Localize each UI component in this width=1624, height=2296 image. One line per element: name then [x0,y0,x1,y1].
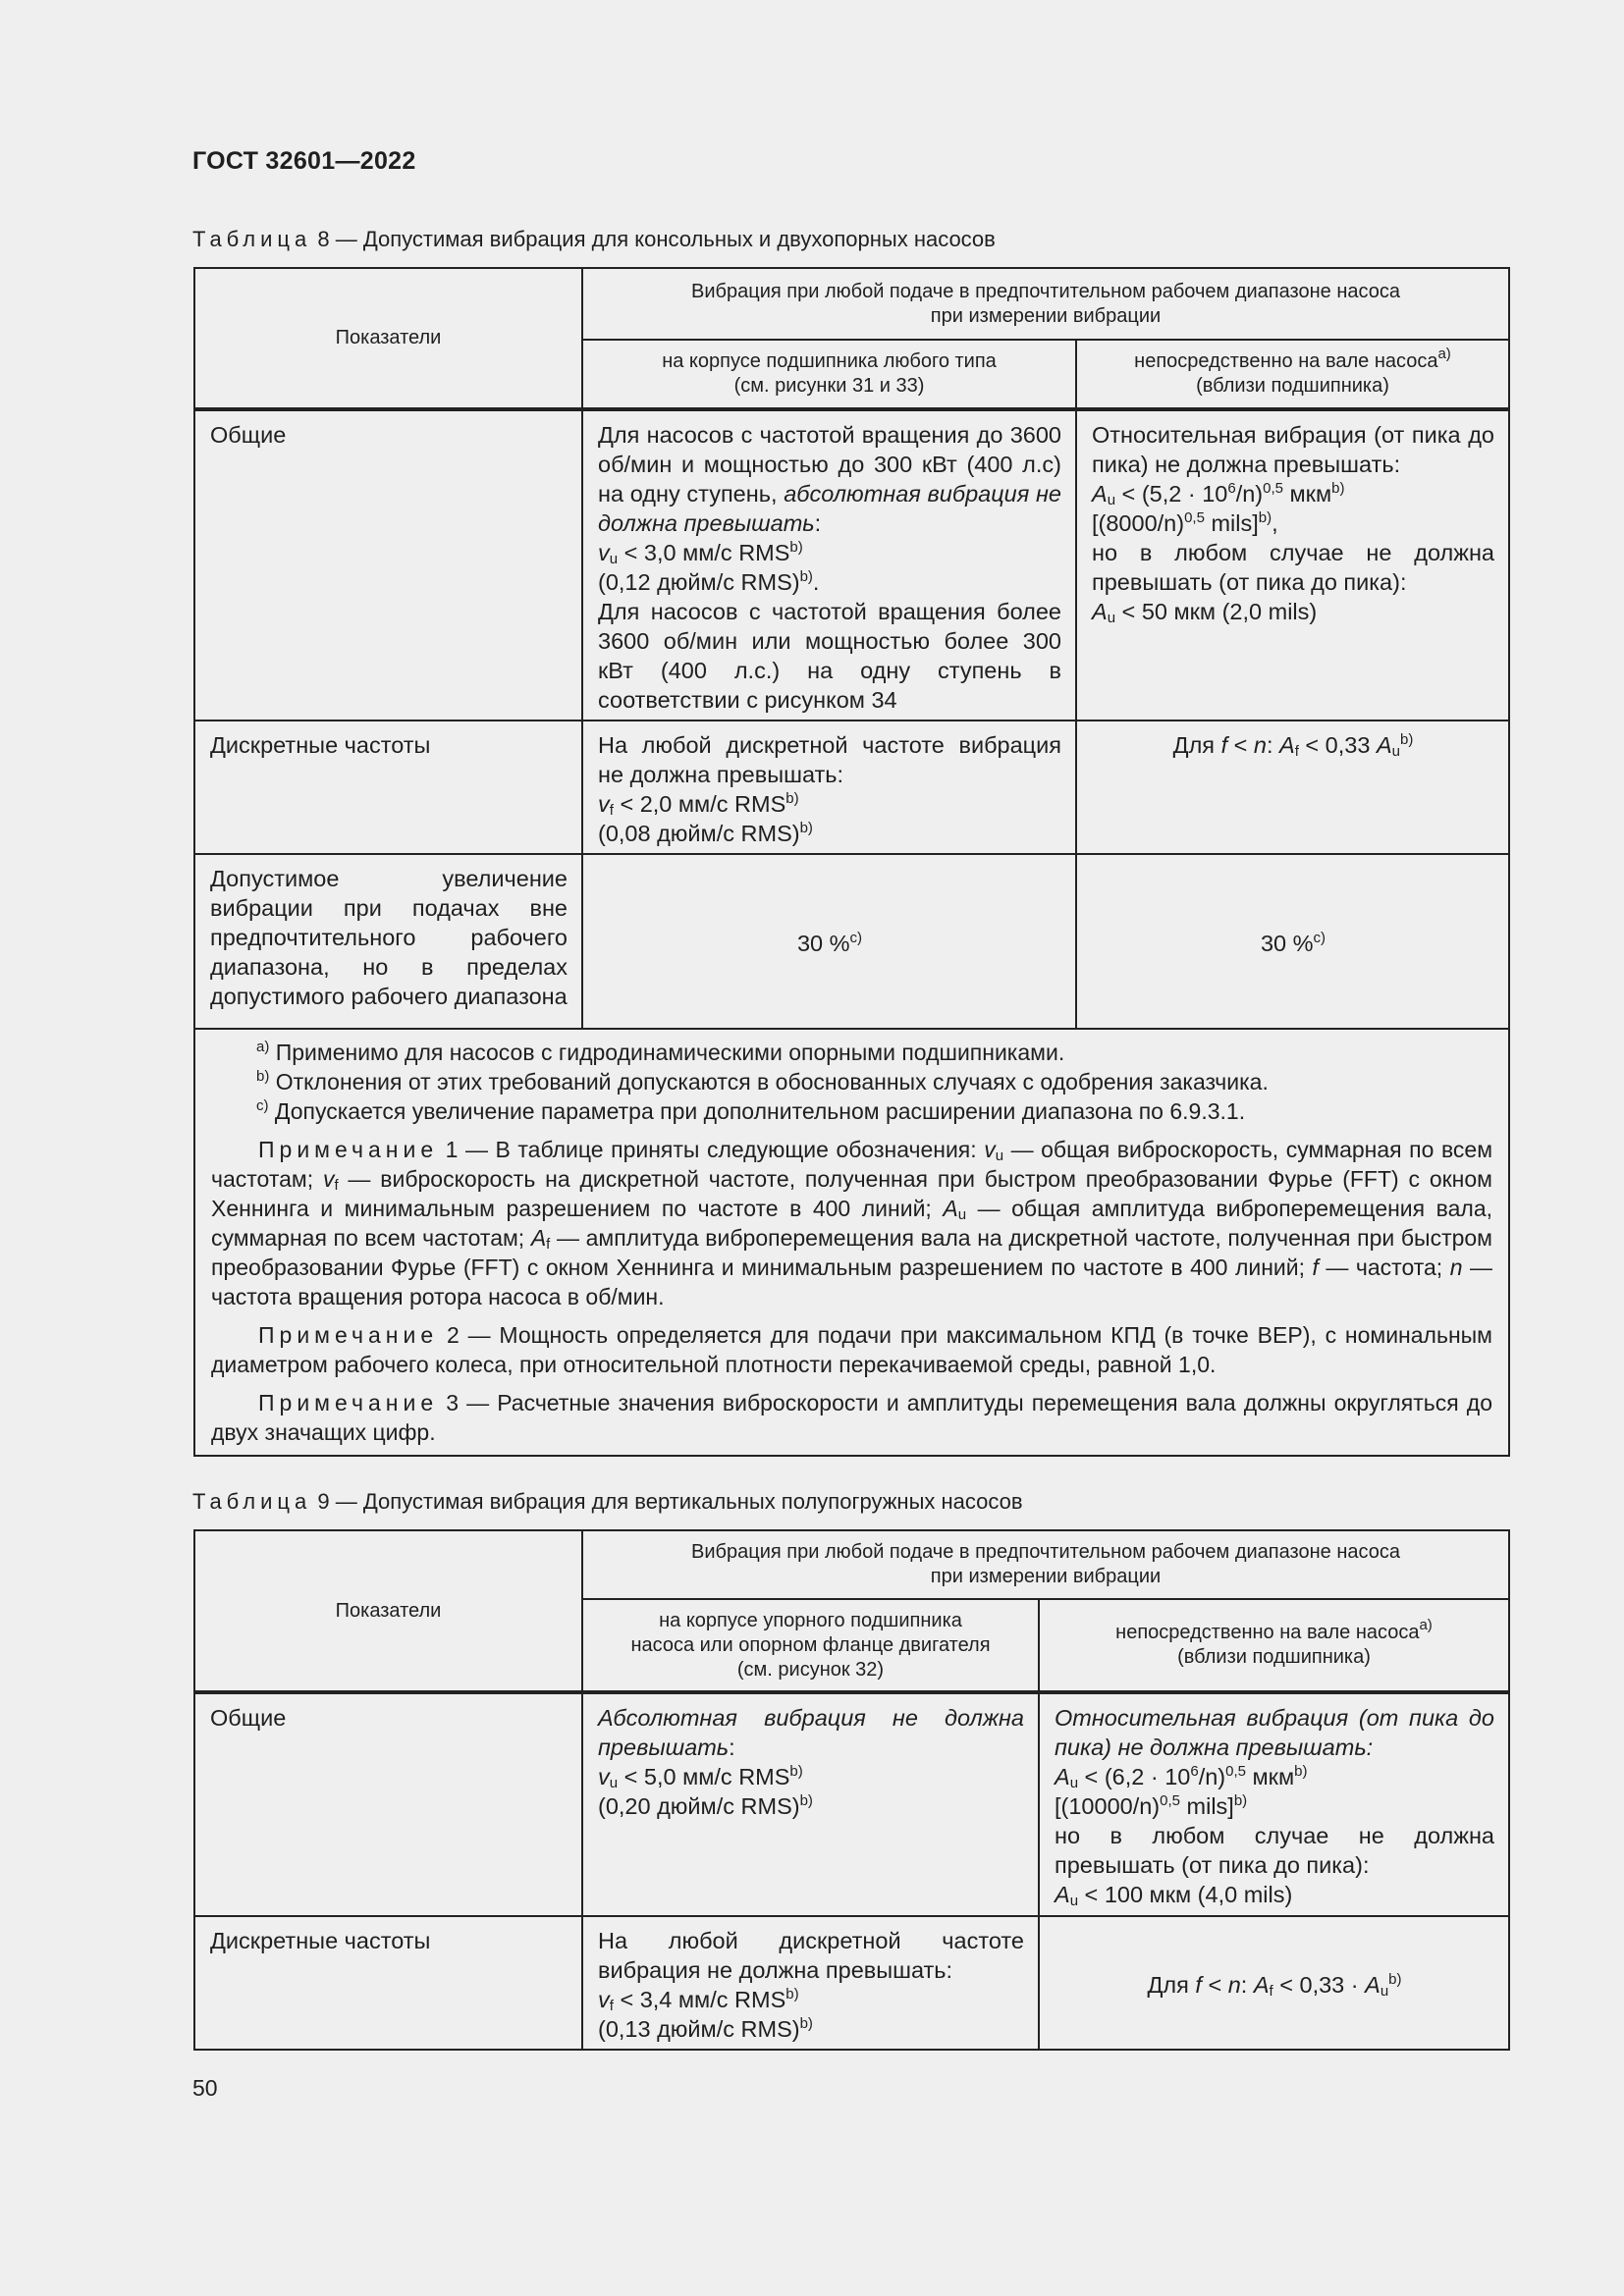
table8-row-discrete-shaft: Для f < n: $A_f < 0,33$ $A_u^{b)}$ [1076,721,1509,854]
table9-row-general-shaft: Относительная вибрация (от пика до пика) не должна превышать: $A_u < (6,2 \cdot 10^6/n)^{0,5}$ мкм$^{b)}$ [$(10000/n)^{0,5}$ mils]$^{b)}$ но в любом случае не должна превышать (от пика до пика): $A_u < 100$ мкм (4,0 mils) [1039,1692,1509,1916]
table9-row-discrete-housing: На любой дискретной частоте вибрация не должна превышать: $v_f < 3,4$ мм/с RMS$^{b)}$ (0,13 дюйм/с RMS)$^{b)}$ [582,1916,1039,2050]
table8-row-general-label: Общие [194,409,582,721]
table8-header-col2: непосредственно на вале насоса$^{a)}$ (вблизи подшипника) [1076,340,1509,409]
table9-header-col1: на корпусе упорного подшипника насоса или опорном фланце двигателя (см. рисунок 32) [582,1599,1039,1692]
table9-caption [192,1489,1023,1515]
table9-header-param: Показатели [194,1530,582,1692]
table9-caption-text: 9 — Допустимая вибрация для вертикальных полупогружных насосов [311,1489,1023,1514]
table8-header-group: Вибрация при любой подаче в предпочтительном рабочем диапазоне насоса при измерении вибрации [582,268,1509,340]
table9-row-discrete-shaft: Для f < n: $A_f < 0,33 \cdot A_u^{b)}$ [1039,1916,1509,2050]
table8-notes [194,1029,1509,1456]
table9 [193,1529,1510,2051]
table9-row-general-label: Общие [194,1692,582,1916]
table8 [193,267,1510,1457]
table8-row-increase-housing: 30 %$^{c)}$ [582,854,1076,1029]
table8-header-param: Показатели [194,268,582,409]
document-header: ГОСТ 32601—2022 [192,147,416,175]
table8-row-increase-label: Допустимое увеличение вибрации при подачах вне предпочтительного рабочего диапазона, но в пределах допустимого рабочего диапазона [194,854,582,1029]
table9-row-general-housing: Абсолютная вибрация не должна превышать: $v_u < 5,0$ мм/с RMS$^{b)}$ (0,20 дюйм/с RMS)$^{b)}$ [582,1692,1039,1916]
table9-header-col2: непосредственно на вале насоса$^{a)}$ (вблизи подшипника) [1039,1599,1509,1692]
table8-row-general-shaft: Относительная вибрация (от пика до пика) не должна превышать: $A_u < (5,2 \cdot 10^6/n)^{0,5}$ мкм$^{b)}$ [$(8000/n)^{0,5}$ mils]$^{b)}$, но в любом случае не должна превышать (от пика до пика): $A_u < 50$ мкм (2,0 mils) [1076,409,1509,721]
table8-caption [192,227,996,252]
table8-row-increase-shaft: 30 %$^{c)}$ [1076,854,1509,1029]
table8-header-col1: на корпусе подшипника любого типа (см. рисунки 31 и 33) [582,340,1076,409]
footnote-b: $^{b)}$ Отклонения от этих требований допускаются в обоснованных случаях с одобрения заказчика. [256,1068,1269,1095]
note-3: Примечание 3 — Расчетные значения виброскорости и амплитуды перемещения вала должны округляться до двух значащих цифр. [211,1390,1492,1445]
footnote-a: $^{a)}$ Применимо для насосов с гидродинамическими опорными подшипниками. [256,1039,1065,1065]
footnote-c: $^{c)}$ Допускается увеличение параметра при дополнительном расширении диапазона по 6.9.3.1. [256,1097,1246,1124]
table9-caption-word: Таблица [192,1489,312,1514]
table8-row-discrete-housing: На любой дискретной частоте вибрация не должна превышать: $v_f < 2,0$ мм/с RMS$^{b)}$ (0,08 дюйм/с RMS)$^{b)}$ [582,721,1076,854]
table9-row-discrete-label: Дискретные частоты [194,1916,582,2050]
page-number: 50 [192,2075,218,2101]
table8-caption-text: 8 — Допустимая вибрация для консольных и двухопорных насосов [311,227,996,251]
table8-caption-word: Таблица [192,227,312,251]
table8-row-discrete-label: Дискретные частоты [194,721,582,854]
table8-row-general-housing: Для насосов с частотой вращения до 3600 об/мин и мощностью до 300 кВт (400 л.с) на одну ступень, абсолютная вибрация не должна превышать: $v_u < 3,0$ мм/с RMS$^{b)}$ (0,12 дюйм/с RMS)$^{b)}$. Для насосов с частотой вращения более 3600 об/мин или мощностью более 300 кВт (400 л.с.) на одну ступень в соответствии с рисунком 34 [582,409,1076,721]
note-2: Примечание 2 — Мощность определяется для подачи при максимальном КПД (в точке ВЕР), с номинальным диаметром рабочего колеса, при относительной плотности перекачиваемой среды, равной 1,0. [211,1322,1492,1377]
table9-header-group: Вибрация при любой подаче в предпочтительном рабочем диапазоне насоса при измерении вибрации [582,1530,1509,1599]
note-1: Примечание 1 — В таблице приняты следующие обозначения: $v_u$ — общая виброскорость, суммарная по всем частотам; $v_f$ — виброскорость на дискретной частоте, полученная при быстром преобразовании Фурье (FFT) с окном Хеннинга и минимальным разрешением по частоте в 400 линий; $A_u$ — общая амплитуда виброперемещения вала, суммарная по всем частотам; $A_f$ — амплитуда виброперемещения вала на дискретной частоте, полученная при быстром преобразовании Фурье (FFT) с окном Хеннинга и минимальным разрешением по частоте в 400 линий; f — частота; n — частота вращения ротора насоса в об/мин. [211,1137,1493,1309]
